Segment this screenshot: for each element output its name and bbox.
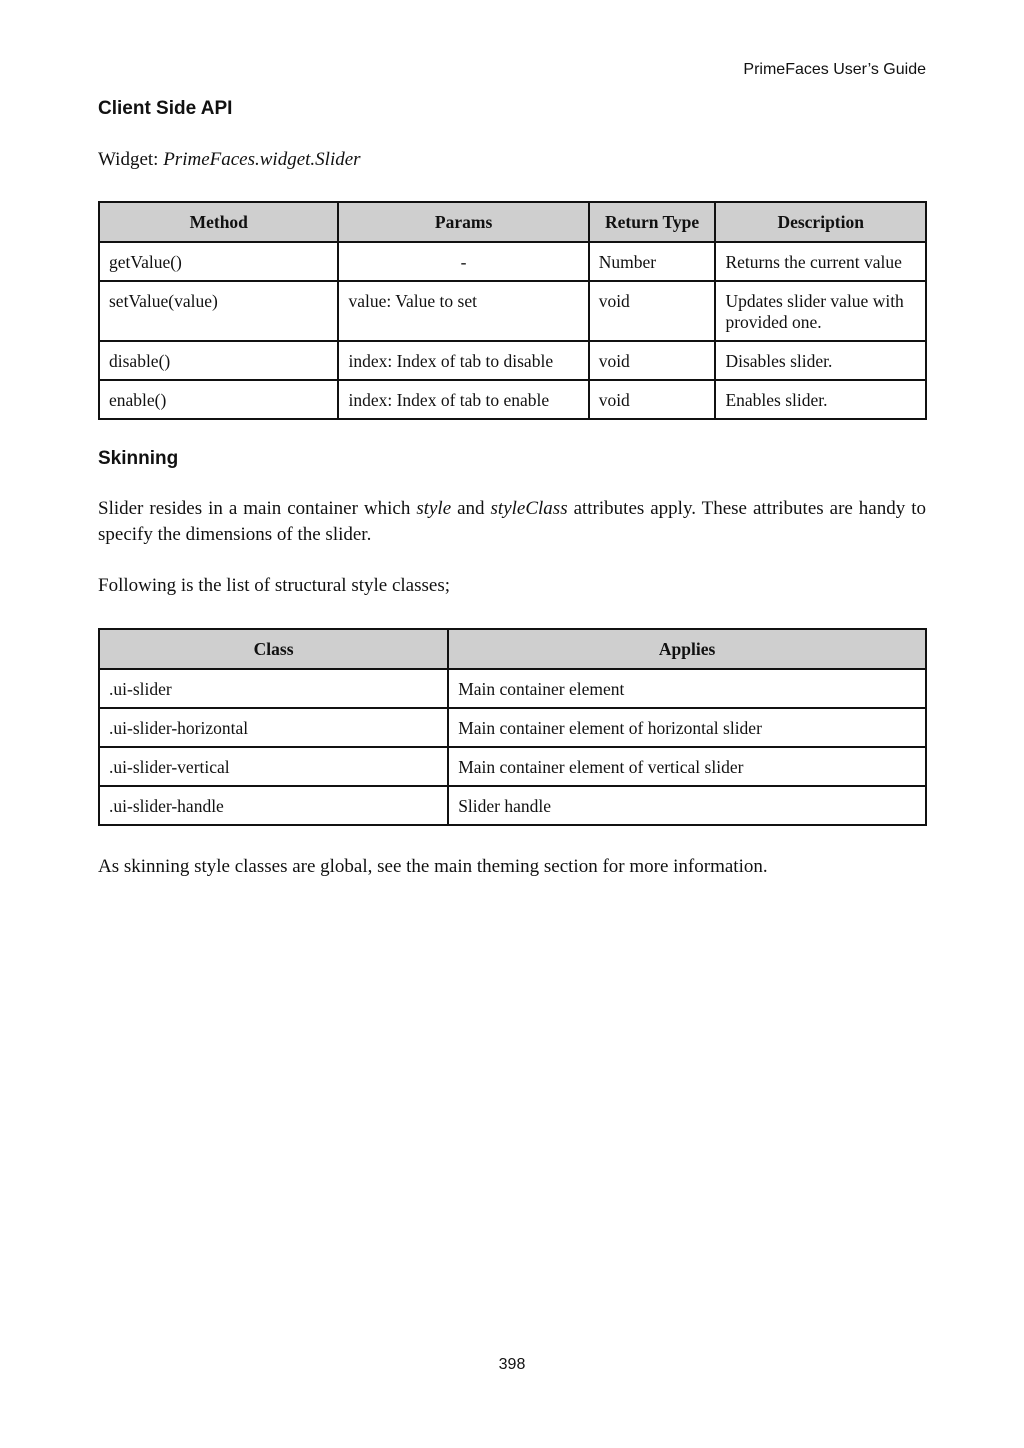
table-row — [99, 786, 926, 825]
table-row — [99, 341, 926, 380]
table-row — [99, 242, 926, 281]
table-row — [99, 281, 926, 341]
class-cell: .ui-slider — [99, 669, 448, 708]
widget-prefix: Widget: — [98, 149, 164, 170]
table-row — [99, 380, 926, 419]
params-cell: value: Value to set — [338, 281, 588, 341]
column-header-params: Params — [338, 202, 588, 242]
description-cell: Disables slider. — [715, 341, 926, 380]
applies-cell: Slider handle — [448, 786, 926, 825]
client-api-table — [98, 201, 927, 420]
return-type-cell: void — [589, 380, 716, 419]
description-cell: Updates slider value with provided one. — [715, 281, 926, 341]
section-title-skinning: Skinning — [98, 448, 179, 469]
applies-cell: Main container element of horizontal slider — [448, 708, 926, 747]
skinning-text-1: Slider resides in a main container which — [98, 498, 417, 519]
method-cell: getValue() — [99, 242, 338, 281]
page-number: 398 — [498, 1356, 526, 1373]
styleclass-attr-name: styleClass — [490, 498, 568, 519]
column-header-class: Class — [99, 629, 448, 669]
section-title-client-side-api: Client Side API — [98, 98, 233, 119]
running-header: PrimeFaces User’s Guide — [743, 61, 926, 78]
widget-name: PrimeFaces.widget.Slider — [163, 149, 361, 170]
style-classes-table — [98, 628, 927, 826]
params-cell: index: Index of tab to enable — [338, 380, 588, 419]
column-header-return-type: Return Type — [589, 202, 716, 242]
widget-line — [98, 147, 926, 173]
method-cell: enable() — [99, 380, 338, 419]
description-cell: Enables slider. — [715, 380, 926, 419]
theming-note: As skinning style classes are global, see the main theming section for more information. — [98, 856, 768, 877]
column-header-applies: Applies — [448, 629, 926, 669]
class-cell: .ui-slider-handle — [99, 786, 448, 825]
table-header-row — [99, 202, 926, 242]
method-cell: setValue(value) — [99, 281, 338, 341]
class-cell: .ui-slider-horizontal — [99, 708, 448, 747]
table-header-row — [99, 629, 926, 669]
applies-cell: Main container element of vertical slider — [448, 747, 926, 786]
table-row — [99, 708, 926, 747]
description-cell: Returns the current value — [715, 242, 926, 281]
class-cell: .ui-slider-vertical — [99, 747, 448, 786]
table-row — [99, 747, 926, 786]
skinning-text-3: attributes apply. These attributes are handy to specify the dimensions of the slider. — [98, 498, 926, 545]
skinning-paragraph — [98, 496, 926, 548]
column-header-description: Description — [715, 202, 926, 242]
return-type-cell: Number — [589, 242, 716, 281]
params-cell: - — [338, 242, 588, 281]
params-cell: index: Index of tab to disable — [338, 341, 588, 380]
return-type-cell: void — [589, 281, 716, 341]
style-attr-name: style — [416, 498, 452, 519]
method-cell: disable() — [99, 341, 338, 380]
column-header-method: Method — [99, 202, 338, 242]
skinning-text-2: and — [451, 498, 491, 519]
structural-classes-intro: Following is the list of structural style classes; — [98, 575, 450, 596]
return-type-cell: void — [589, 341, 716, 380]
applies-cell: Main container element — [448, 669, 926, 708]
table-row — [99, 669, 926, 708]
